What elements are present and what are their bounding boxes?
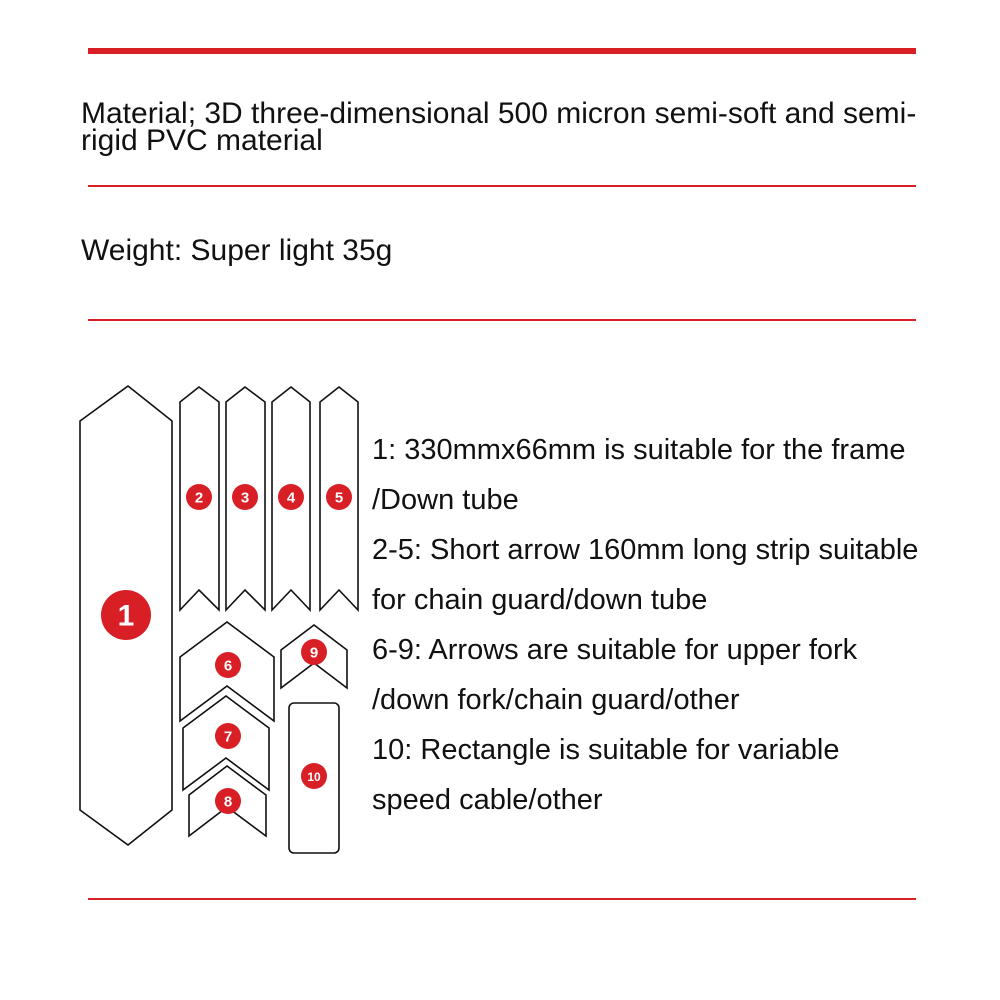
piece-descriptions bbox=[372, 425, 1000, 825]
badge-8-label: 8 bbox=[223, 793, 233, 811]
badge-7-label: 7 bbox=[223, 728, 233, 746]
badge-7 bbox=[215, 723, 241, 749]
badge-4 bbox=[278, 484, 304, 510]
description-line: for chain guard/down tube bbox=[372, 584, 708, 616]
badge-1-label: 1 bbox=[117, 599, 135, 633]
divider-3 bbox=[88, 898, 916, 900]
description-line: 2-5: Short arrow 160mm long strip suitable bbox=[372, 534, 919, 566]
badge-4-label: 4 bbox=[286, 489, 296, 507]
badge-9-label: 9 bbox=[309, 644, 319, 662]
badge-10 bbox=[301, 763, 327, 789]
description-line: speed cable/other bbox=[372, 784, 603, 816]
badge-2 bbox=[186, 484, 212, 510]
badge-5-label: 5 bbox=[334, 489, 344, 507]
description-line: /Down tube bbox=[372, 484, 519, 516]
description-line: /down fork/chain guard/other bbox=[372, 684, 740, 716]
badge-10-label: 10 bbox=[307, 770, 321, 784]
badge-8 bbox=[215, 788, 241, 814]
weight-text: Weight: Super light 35g bbox=[81, 234, 393, 267]
badge-3 bbox=[232, 484, 258, 510]
description-line: 1: 330mmx66mm is suitable for the frame bbox=[372, 434, 906, 466]
badge-6-label: 6 bbox=[223, 657, 233, 675]
badge-1 bbox=[101, 590, 151, 640]
description-line: 6-9: Arrows are suitable for upper fork bbox=[372, 634, 858, 666]
badge-2-label: 2 bbox=[194, 489, 204, 507]
material-text: Material; 3D three-dimensional 500 micron semi-soft and semi-rigid PVC material bbox=[81, 97, 917, 157]
description-line: 10: Rectangle is suitable for variable bbox=[372, 734, 840, 766]
badge-6 bbox=[215, 652, 241, 678]
badge-5 bbox=[326, 484, 352, 510]
badge-9 bbox=[301, 639, 327, 665]
badge-3-label: 3 bbox=[240, 489, 250, 507]
